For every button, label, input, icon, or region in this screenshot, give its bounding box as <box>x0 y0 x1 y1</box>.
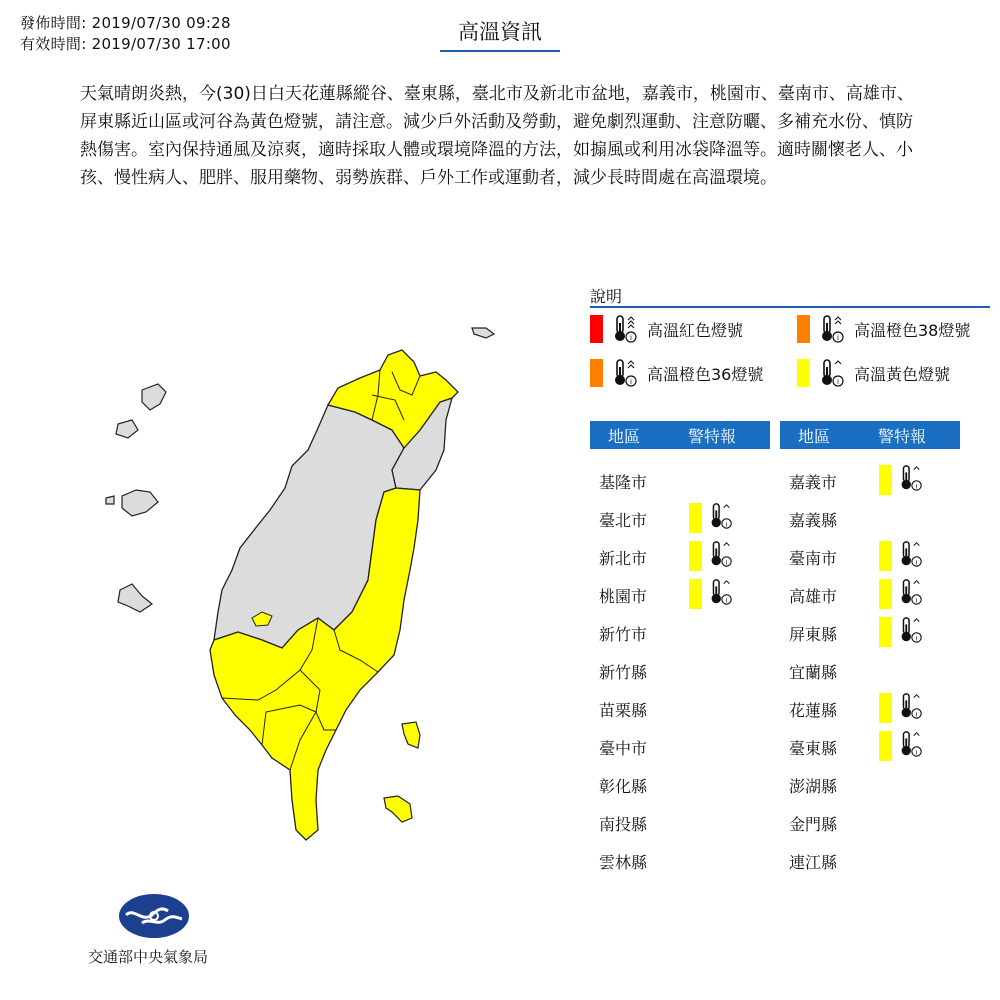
svg-text:i: i <box>725 558 728 567</box>
svg-text:i: i <box>915 748 918 757</box>
region-name: 嘉義縣 <box>789 511 838 530</box>
col-region-right: 地區 <box>798 426 831 446</box>
map-island-turtle <box>472 328 494 338</box>
yellow-signal <box>879 731 892 761</box>
warning-indicator <box>879 729 924 763</box>
legend-title: 說明 <box>590 287 623 306</box>
thermometer-icon <box>816 314 846 344</box>
region-name: 基隆市 <box>599 473 648 492</box>
yellow-signal <box>689 503 702 533</box>
legend-label-orange38: 高溫橙色38燈號 <box>854 320 971 340</box>
thermometer-icon <box>896 577 924 611</box>
svg-text:i: i <box>725 596 728 605</box>
svg-text:i: i <box>915 558 918 567</box>
table-header-left <box>590 421 770 449</box>
warning-indicator <box>879 463 924 497</box>
thermometer-icon <box>609 314 639 344</box>
region-name: 臺東縣 <box>789 739 838 758</box>
svg-text:i: i <box>837 334 839 342</box>
svg-text:i: i <box>915 710 918 719</box>
svg-text:i: i <box>725 520 728 529</box>
legend-item-yellow <box>797 358 950 388</box>
region-name: 連江縣 <box>789 853 838 872</box>
legend-label-orange36: 高溫橙色36燈號 <box>647 364 764 384</box>
region-name: 臺北市 <box>599 511 648 530</box>
map-island-orchid <box>384 796 412 822</box>
col-warning-right: 警特報 <box>878 426 927 446</box>
region-name: 雲林縣 <box>599 853 648 872</box>
region-name: 臺南市 <box>789 549 838 568</box>
region-name: 臺中市 <box>599 739 648 758</box>
legend-item-orange38 <box>797 314 970 344</box>
description-text: 天氣晴朗炎熱，今(30)日白天花蓮縣縱谷、臺東縣，臺北市及新北市盆地，嘉義市，桃園市、臺南市、高雄市、屏東縣近山區或河谷為黃色燈號，請注意。減少戶外活動及勞動，避免劇烈運動、注意防曬、多補充水份、慎防熱傷害。室內保持通風及涼爽，適時採取人體或環境降溫的方法，如搧風或利用冰袋降溫等。適時關懷老人、小孩、慢性病人、肥胖、服用藥物、弱勢族群、戶外工作或運動者，減少長時間處在高溫環境。 <box>80 84 914 188</box>
yellow-signal <box>879 541 892 571</box>
yellow-signal <box>879 579 892 609</box>
warning-indicator <box>879 539 924 573</box>
legend-label-yellow: 高溫黃色燈號 <box>854 364 951 384</box>
region-name: 新北市 <box>599 549 648 568</box>
svg-text:i: i <box>630 334 632 342</box>
warning-indicator <box>689 577 734 611</box>
thermometer-icon <box>706 539 734 573</box>
warning-indicator <box>879 615 924 649</box>
warning-indicator <box>689 539 734 573</box>
thermometer-icon <box>609 358 639 388</box>
thermometer-icon <box>896 539 924 573</box>
thermometer-icon <box>896 463 924 497</box>
region-name: 苗栗縣 <box>599 701 648 720</box>
region-name: 澎湖縣 <box>789 777 838 796</box>
valid-time: 有效時間: 2019/07/30 17:00 <box>20 35 231 53</box>
region-name: 花蓮縣 <box>789 701 838 720</box>
yellow-signal <box>689 579 702 609</box>
legend-item-red <box>590 314 743 344</box>
thermometer-icon <box>706 577 734 611</box>
warning-indicator <box>879 577 924 611</box>
region-name: 新竹縣 <box>599 663 648 682</box>
thermometer-icon <box>816 358 846 388</box>
yellow-signal <box>879 693 892 723</box>
legend-swatch-orange38 <box>797 315 810 343</box>
legend-swatch-red <box>590 315 603 343</box>
agency-name: 交通部中央氣象局 <box>88 948 209 966</box>
region-name: 金門縣 <box>789 815 838 834</box>
region-name: 彰化縣 <box>599 777 648 796</box>
region-name: 宜蘭縣 <box>789 663 838 682</box>
region-name: 新竹市 <box>599 625 648 644</box>
legend-item-orange36 <box>590 358 763 388</box>
yellow-signal <box>879 617 892 647</box>
svg-text:i: i <box>915 634 918 643</box>
table-header-right <box>780 421 960 449</box>
thermometer-icon <box>896 729 924 763</box>
warning-indicator <box>689 501 734 535</box>
thermometer-icon <box>896 691 924 725</box>
thermometer-icon <box>706 501 734 535</box>
thermometer-icon <box>896 615 924 649</box>
yellow-signal <box>689 541 702 571</box>
svg-text:i: i <box>915 596 918 605</box>
yellow-signal <box>879 465 892 495</box>
region-name: 南投縣 <box>599 815 648 834</box>
col-warning-left: 警特報 <box>688 426 737 446</box>
svg-text:i: i <box>630 378 632 386</box>
cwb-logo-icon <box>118 893 190 939</box>
svg-text:i: i <box>915 482 918 491</box>
col-region-left: 地區 <box>608 426 641 446</box>
map-island-penghu <box>106 384 166 612</box>
legend-label-red: 高溫紅色燈號 <box>647 320 744 340</box>
region-name: 嘉義市 <box>789 473 838 492</box>
issued-time: 發佈時間: 2019/07/30 09:28 <box>20 14 231 32</box>
legend-divider <box>590 306 990 308</box>
legend-swatch-orange36 <box>590 359 603 387</box>
region-name: 屏東縣 <box>789 625 838 644</box>
legend-swatch-yellow <box>797 359 810 387</box>
region-name: 桃園市 <box>599 587 648 606</box>
page-title: 高溫資訊 <box>440 16 560 52</box>
svg-text:i: i <box>837 378 839 386</box>
region-name: 高雄市 <box>789 587 838 606</box>
map-island-green <box>402 722 420 748</box>
warning-indicator <box>879 691 924 725</box>
